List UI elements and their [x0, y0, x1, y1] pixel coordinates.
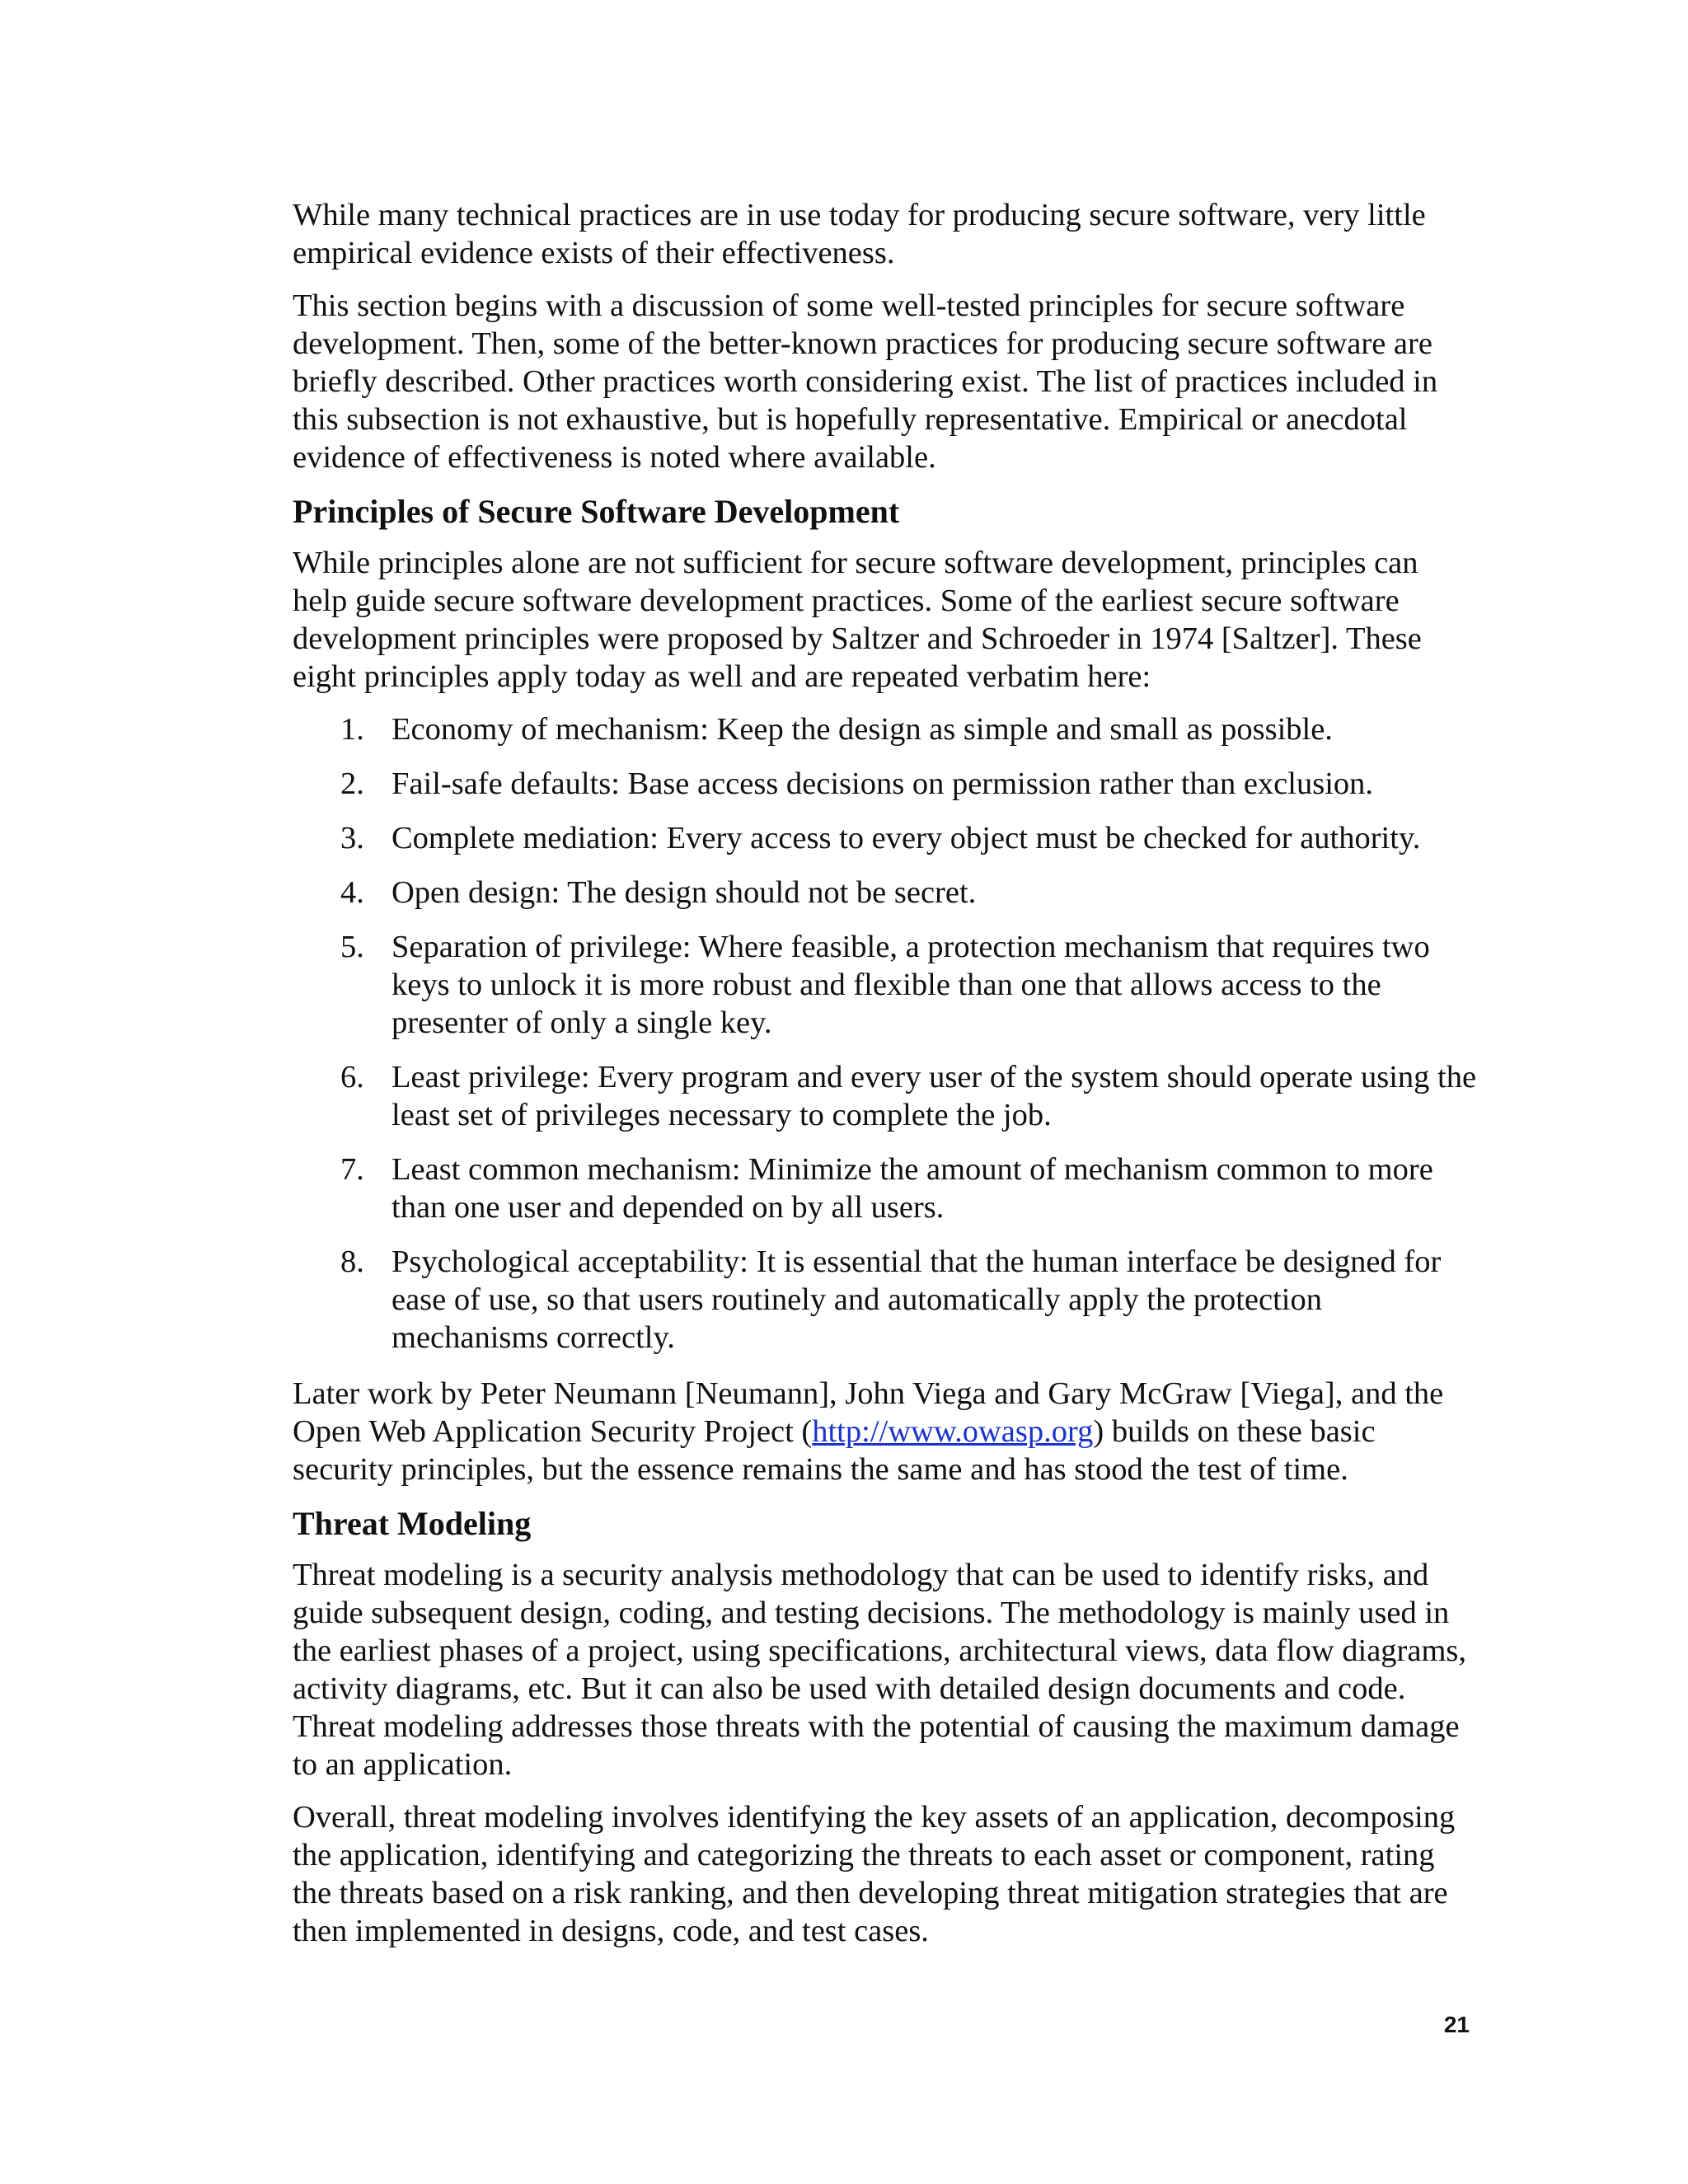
intro-paragraph-1: While many technical practices are in use today for producing secure software, very little empirical evidence exists of their effectiveness.	[293, 198, 1426, 270]
list-item	[293, 1058, 1479, 1134]
later-work-paragraph	[293, 1375, 1479, 1488]
list-item-text: Fail-safe defaults: Base access decisions on permission rather than exclusion.	[392, 766, 1374, 801]
threat-modeling-heading: Threat Modeling	[293, 1505, 532, 1542]
list-item	[293, 1151, 1479, 1226]
list-item	[293, 710, 1479, 748]
principles-intro-paragraph: While principles alone are not sufficient for secure software development, principles can help guide secure software development practices. Some of the earliest secure software development principles were proposed by Saltzer and Schroeder in 1974 [Saltzer]. These eight principles apply today as well and are repeated verbatim here:	[293, 546, 1422, 694]
list-item-number: 8.	[340, 1244, 364, 1279]
list-item-number: 5.	[340, 930, 364, 964]
list-item-number: 2.	[340, 766, 364, 801]
later-work-text-before-link: Later work by Peter Neumann [Neumann], John Viega and Gary McGraw [Viega], and the Open Web Application Security Project (	[293, 1376, 1444, 1449]
list-item-text: Least privilege: Every program and every user of the system should operate using the least set of privileges necessary to complete the job.	[392, 1060, 1477, 1132]
threat-modeling-paragraph-2: Overall, threat modeling involves identifying the key assets of an application, decomposing the application, identifying and categorizing the threats to each asset or component, rating the threats based on a risk ranking, and then developing threat mitigation strategies that are then implemented in designs, code, and test cases.	[293, 1800, 1456, 1948]
threat-modeling-paragraph-1: Threat modeling is a security analysis methodology that can be used to identify risks, and guide subsequent design, coding, and testing decisions. The methodology is mainly used in the earliest phases of a project, using specifications, architectural views, data flow diagrams, activity diagrams, etc. But it can also be used with detailed design documents and code. Threat modeling addresses those threats with the potential of causing the maximum damage to an application.	[293, 1558, 1466, 1782]
principles-heading: Principles of Secure Software Development	[293, 493, 900, 530]
list-item-number: 7.	[340, 1152, 364, 1187]
list-item	[293, 874, 1479, 912]
list-item-number: 1.	[340, 712, 364, 747]
list-item-number: 4.	[340, 875, 364, 910]
list-item	[293, 1243, 1479, 1357]
list-item-number: 6.	[340, 1060, 364, 1094]
principles-list	[293, 710, 1479, 1357]
document-page	[293, 196, 1479, 1965]
later-work-text-after-link: ) builds on these basic security principles, but the essence remains the same and has stood the test of time.	[293, 1414, 1376, 1487]
list-item-text: Least common mechanism: Minimize the amount of mechanism common to more than one user and depended on by all users.	[392, 1152, 1433, 1225]
list-item	[293, 928, 1479, 1042]
intro-paragraph-2: This section begins with a discussion of some well-tested principles for secure software development. Then, some of the better-known practices for producing secure software are briefly described. Other practices worth considering exist. The list of practices included in this subsection is not exhaustive, but is hopefully representative. Empirical or anecdotal evidence of effectiveness is noted where available.	[293, 288, 1438, 475]
page-number: 21	[1443, 2012, 1470, 2037]
list-item-text: Separation of privilege: Where feasible, a protection mechanism that requires two keys to unlock it is more robust and flexible than one that allows access to the presenter of only a single key.	[392, 930, 1430, 1040]
list-item-text: Complete mediation: Every access to every object must be checked for authority.	[392, 821, 1421, 855]
owasp-link[interactable]: http://www.owasp.org	[812, 1414, 1094, 1449]
list-item-text: Open design: The design should not be secret.	[392, 875, 977, 910]
list-item	[293, 819, 1479, 857]
list-item-number: 3.	[340, 821, 364, 855]
list-item-text: Economy of mechanism: Keep the design as simple and small as possible.	[392, 712, 1333, 747]
list-item-text: Psychological acceptability: It is essential that the human interface be designed for ease of use, so that users routinely and automatically apply the protection mechanisms correctly.	[392, 1244, 1442, 1355]
list-item	[293, 765, 1479, 803]
